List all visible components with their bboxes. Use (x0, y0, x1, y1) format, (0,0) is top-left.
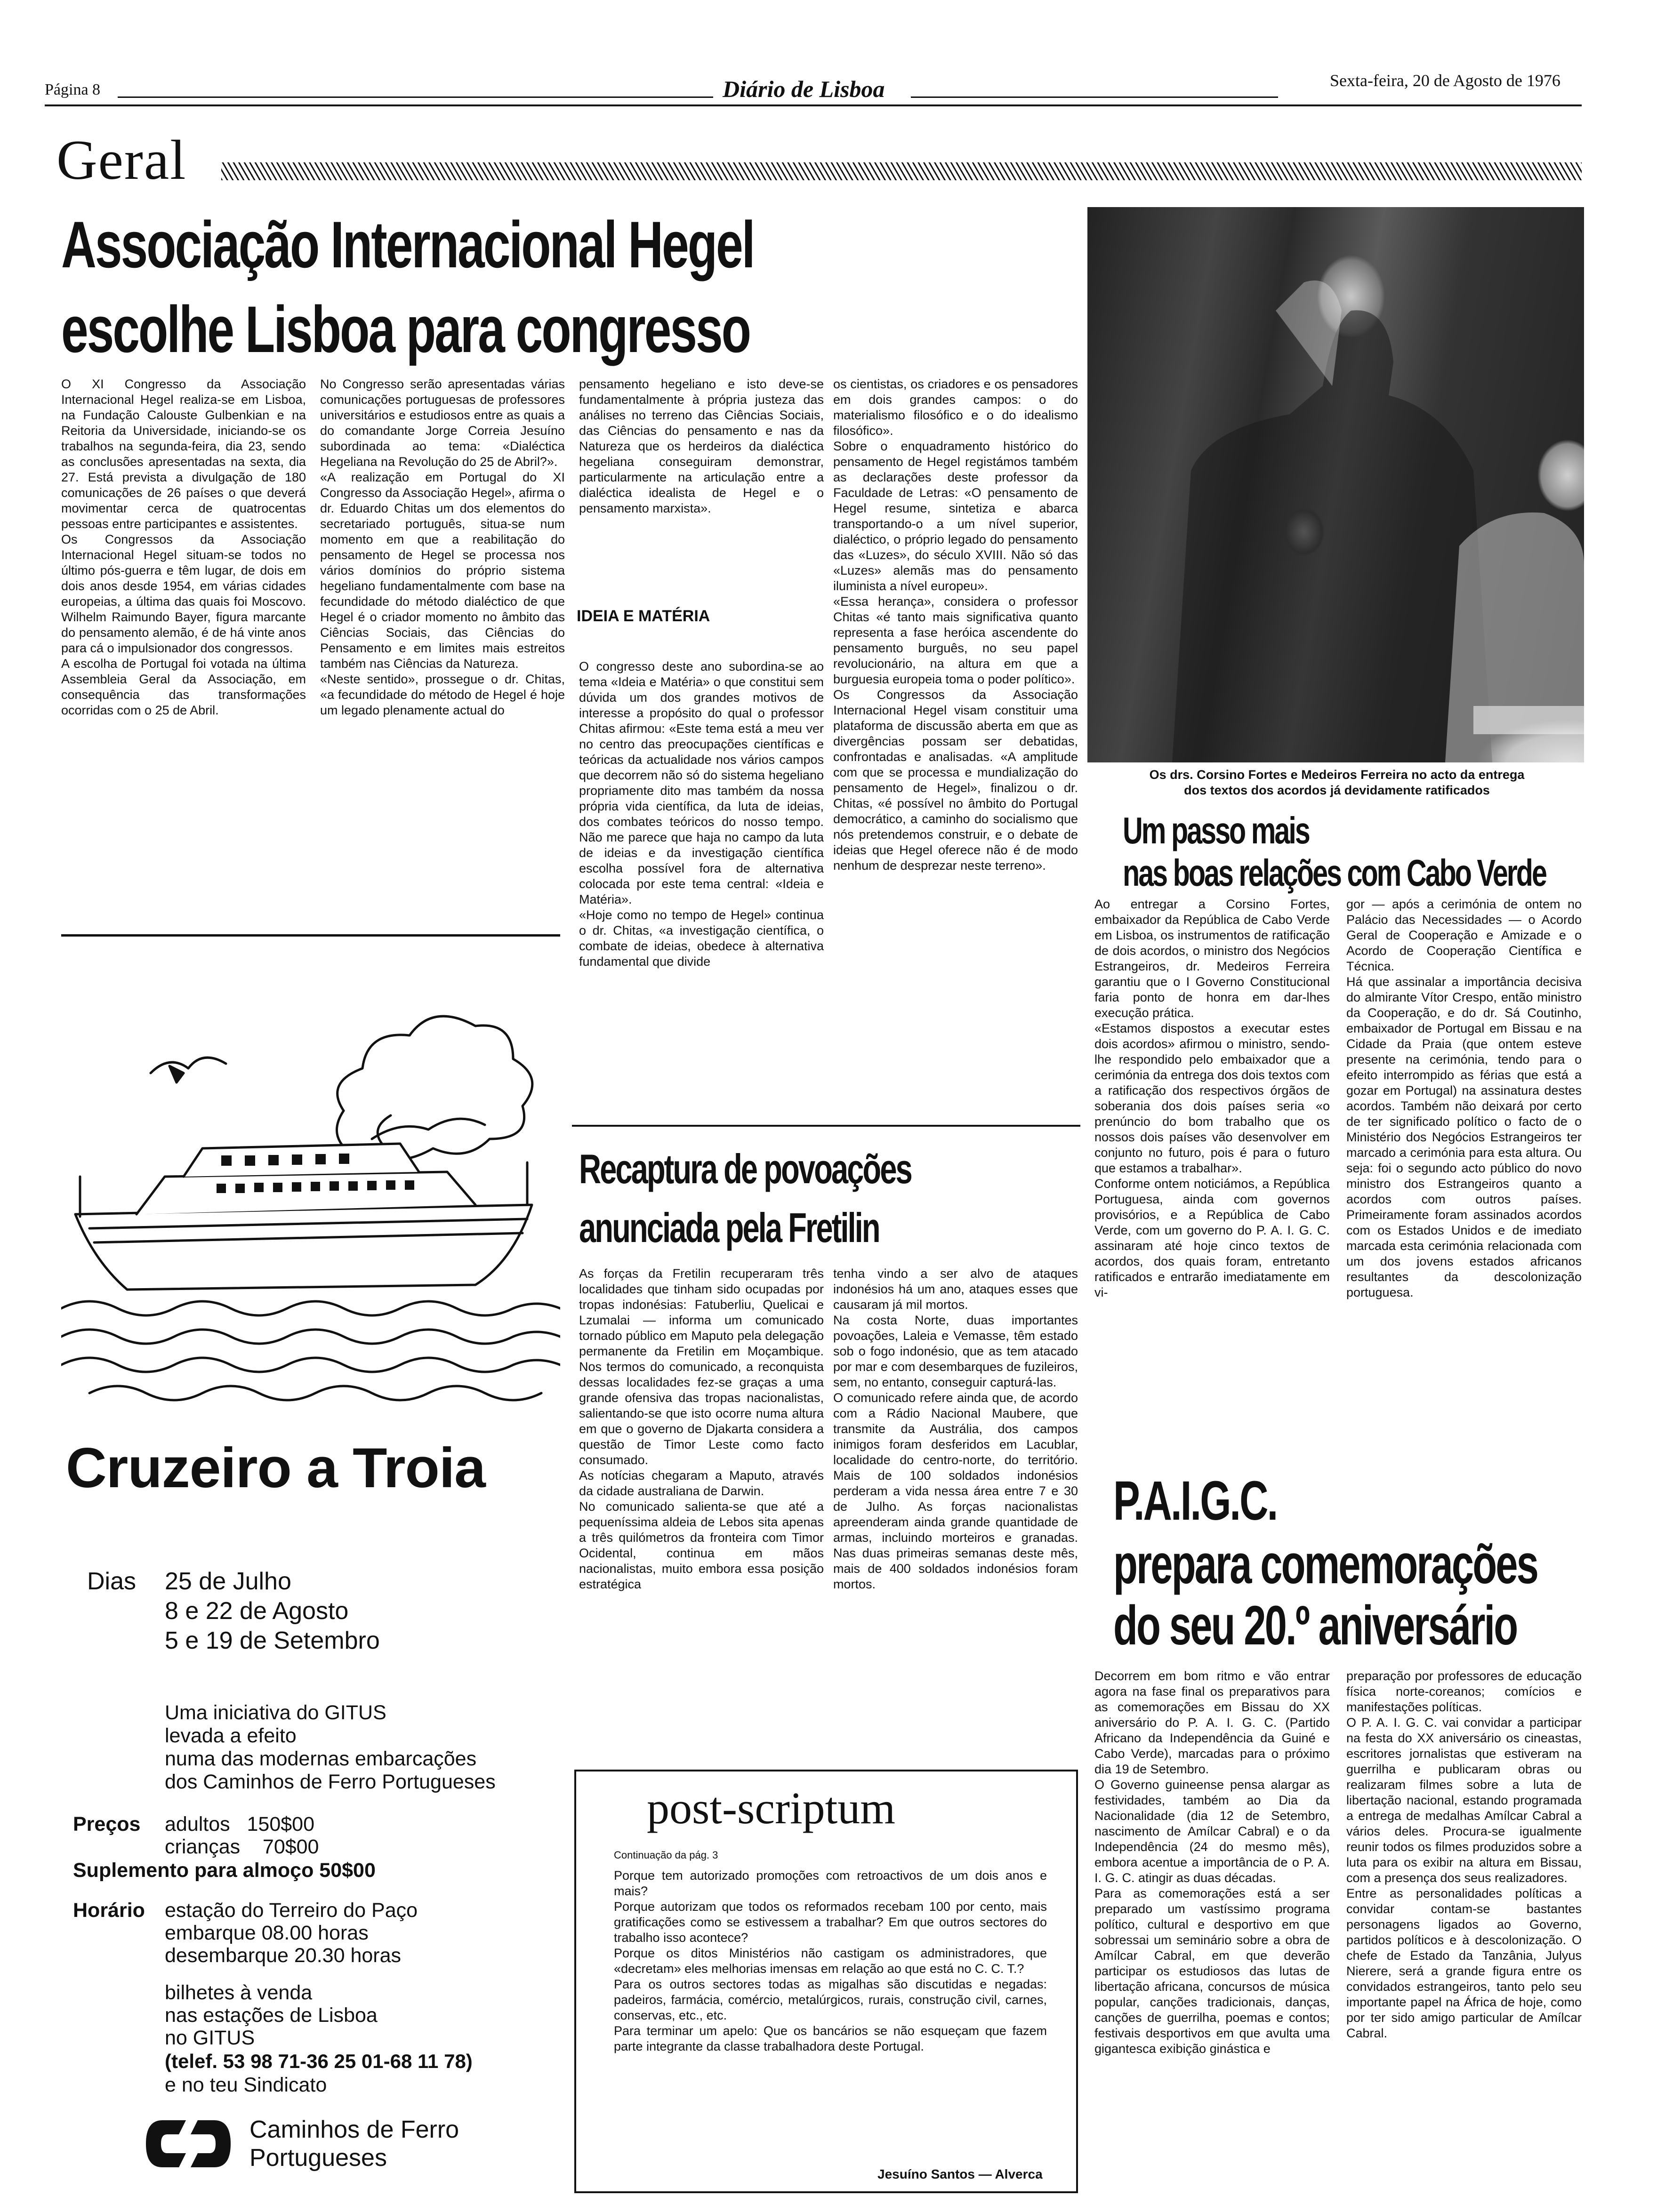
photo-caption-line2: dos textos dos acordos já devidamente ratificados (1184, 783, 1490, 797)
ad-horario-2: embarque 08.00 horas (165, 1922, 369, 1944)
ad-initiative-3: numa das modernas embarcações (165, 1747, 477, 1770)
ad-dias-label: Dias (87, 1568, 137, 1595)
ad-preco-adultos: adultos 150$00 (165, 1813, 314, 1835)
header-rule-right (911, 96, 1278, 98)
paigc-column-2: preparação por professores de educação física norte-coreanos; comícios e manifestações políticas. O P. A. I. G. C. vai convidar a participar na festa do XX aniversário os cineastas, escritores jornalistas que estiveram na guerrilha e publicaram obras ou realizaram filmes sobre a luta de libertação nacional, estando programada a entrega de medalhas Amílcar Cabral a vários deles. Procura-se igualmente reunir todos os filmes produzidos sobre a luta para os exibir na altura em Bissau, com a presença dos seus realizadores. Entre as personalidades políticas a convidar contam-se bastantes personagens ligados ao Governo, partidos políticos e à descolonização. O chefe de Estado da Tanzânia, Julyus Nierere, será a grande figura entre os convidados estrangeiros, tanto pelo seu importante papel na África de hoje, como por ter sido amigo particular de Amílcar Cabral. (1346, 1669, 1582, 2040)
ad-date-2: 8 e 22 de Agosto (165, 1597, 349, 1625)
caboverde-column-1: Ao entregar a Corsino Fortes, embaixador da República de Cabo Verde em Lisboa, os instrumentos de ratificação de dois acordos, o ministro dos Negócios Estrangeiros, dr. Medeiros Ferreira garantiu que o I Governo Constitucional faria ponto de honra em dar-lhes execução prática. «Estamos dispostos a executar estes dois acordos» afirmou o ministro, sendo-lhe respondido pelo embaixador que a cerimónia da entrega dos dois textos com a ratificação dos respectivos órgãos de soberania dos dois países seria «o prenúncio do bom trabalho que os nossos dois países vão desenvolver em conjunto no futuro, pois é para o futuro que estamos a trabalhar». Conforme ontem noticiámos, a República Portuguesa, ainda com governos provisórios, e a República de Cabo Verde, com um governo do P. A. I. G. C. assinaram até hoje cinco textos de acordos, dos quais foram, entretanto ratificados e entrarão imediatamente em vi- (1094, 897, 1330, 1299)
ad-tickets-2: nas estações de Lisboa (165, 2004, 378, 2027)
ad-initiative-2: levada a efeito (165, 1724, 297, 1747)
hegel-bottom-rule-right (572, 1125, 1080, 1127)
header-underline (45, 104, 1582, 106)
hegel-headline-line2: escolhe Lisboa para congresso (61, 292, 750, 366)
cp-logo-icon (141, 2113, 235, 2174)
caboverde-column-2: gor — após a cerimónia de ontem no Palácio das Necessidades — o Acordo Geral de Cooperação e Amizade e o Acordo de Cooperação Científica e Técnica. Há que assinalar a importância decisiva do almirante Vítor Crespo, então ministro da Cooperação, e do dr. Sá Coutinho, embaixador de Portugal em Bissau e na Cidade da Praia (que ontem esteve presente na cerimónia, tendo para o efeito interrompido as férias que está a gozar em Portugal) na assinatura destes acordos. Também não deixará por certo de ter significado político o facto de o Ministério dos Negócios Estrangeiros ter marcado a cerimónia para esta altura. Ou seja: foi o segundo acto público do novo ministro dos Estrangeiros quanto a acordos com outros países. Primeiramente foram assinados acordos com os Estados Unidos e de imediato marcada esta cerimónia relacionada com um dos jovens estados africanos resultantes da descolonização portuguesa. (1346, 897, 1582, 1299)
seagull-icon (151, 1058, 226, 1073)
caboverde-headline-line2: nas boas relações com Cabo Verde (1123, 852, 1546, 894)
postscriptum-signature: Jesuíno Santos — Alverca (877, 2167, 1043, 2181)
hegel-column-2: No Congresso serão apresentadas várias comunicações portuguesas de professores universitários e estudiosos entre as quais a do comandante Jorge Correia Jesuíno subordinada ao tema: «Dialéctica Hegeliana na Revolução do 25 de Abril?». «A realização em Portugal do XI Congresso da Associação Hegel», afirma o dr. Eduardo Chitas um dos elementos do secretariado português, situa-se num momento em que a reabilitação do pensamento de Hegel se processa nos vários domínios do próprio sistema hegeliano fundamentalmente com base na fecundidade do método dialéctico de que Hegel é o criador momento no âmbito das Ciências Sociais, das Ciências do Pensamento e em limites mais estreitos também nas Ciências da Natureza. «Neste sentido», prossegue o dr. Chitas, «a fecundidade do método de Hegel é hoje um legado plenamente actual do (320, 377, 565, 717)
hegel-column-4: os cientistas, os criadores e os pensadores em dois grandes campos: o do materialismo filosófico e o do idealismo filosófico». Sobre o enquadramento histórico do pensamento de Hegel registámos também as declarações deste professor da Faculdade de Letras: «O pensamento de Hegel resume, sintetiza e abarca transportando-o a um nível superior, dialéctico, o próprio legado do pensamento das «Luzes», do século XVIII. Não só das «Luzes» alemãs mas do pensamento iluminista a nível europeu». «Essa herança», considera o professor Chitas «é tanto mais significativa quanto representa a fase heróica ascendente do pensamento burguês, no seu papel revolucionário, na altura em que a burguesia europeia toma o poder político». Os Congressos da Associação Internacional Hegel visam constituir uma plataforma de discussão aberta em que as divergências possam ser debatidas, confrontadas e analisadas. «A amplitude com que se processa e mundialização do pensamento de Hegel», finalizou o dr. Chitas, «é possível no âmbito do Portugal democrático, a caminho do socialismo que nós pretendemos construir, e o debate de ideias que Hegel oferece não é de modo nenhum de desprezar neste terreno». (833, 377, 1078, 873)
ad-tickets-5: e no teu Sindicato (165, 2074, 327, 2096)
postscriptum-continuation: Continuação da pág. 3 (614, 1849, 718, 1861)
photo-caption-line1: Os drs. Corsino Fortes e Medeiros Ferreira no acto da entrega (1149, 768, 1525, 782)
cp-logo-text-2: Portugueses (249, 2144, 387, 2172)
ad-initiative-1: Uma iniciativa do GITUS (165, 1701, 386, 1724)
news-photo (1087, 207, 1584, 762)
paigc-headline-line3: do seu 20.º aniversário (1113, 1595, 1517, 1657)
section-title: Geral (56, 128, 187, 191)
ad-tickets-phone: (telef. 53 98 71-36 25 01-68 11 78) (165, 2050, 473, 2072)
ad-suplemento: Suplemento para almoço 50$00 (73, 1859, 376, 1882)
page-number: Página 8 (45, 81, 101, 98)
ad-precos-label: Preços (73, 1813, 141, 1835)
paigc-headline-line2: prepara comemorações (1113, 1533, 1538, 1595)
hegel-column-1: O XI Congresso da Associação Internacional Hegel realiza-se em Lisboa, na Fundação Calouste Gulbenkian e na Reitoria da Universidade, iniciando-se os trabalhos na segunda-feira, dia 23, sendo as conclusões apresentadas na sexta, dia 27. Está prevista a divulgação de 180 comunicações de 26 países o que deverá movimentar cerca de quatrocentas pessoas entre participantes e assistentes. Os Congressos da Associação Internacional Hegel situam-se todos no último pós-guerra e têm lugar, de dois em dois anos desde 1954, em várias cidades europeias, a última das quais foi Moscovo. Wilhelm Raimundo Bayer, figura marcante do pensamento alemão, é de há vinte anos para cá o impulsionador dos congressos. A escolha de Portugal foi votada na última Assembleia Geral da Associação, em consequência das transformações ocorridas com o 25 de Abril. (61, 377, 306, 717)
hegel-subhead: IDEIA E MATÉRIA (577, 607, 710, 625)
ad-tickets-1: bilhetes à venda (165, 1981, 313, 2004)
ad-initiative-4: dos Caminhos de Ferro Portugueses (165, 1771, 496, 1793)
section-hatch-bar (221, 162, 1582, 180)
photo-caption (1092, 767, 1582, 798)
postscriptum-title: post-scriptum (647, 1783, 895, 1833)
paigc-column-1: Decorrem em bom ritmo e vão entrar agora na fase final os preparativos para as comemorações em Bissau do XX aniversário do P. A. I. G. C. (Partido Africano da Independência da Guiné e Cabo Verde), marcadas para o próximo dia 19 de Setembro. O Governo guineense pensa alargar as festividades, também ao Dia da Nacionalidade (dia 12 de Setembro, nascimento de Amílcar Cabral) e o da Independência (24 do mesmo mês), embora acentue a importância de o P. A. I. G. C. atingir as duas décadas. Para as comemorações está a ser preparado um vastíssimo programa político, cultural e desportivo em que sobressai um seminário sobre a obra de Amílcar Cabral, em que deverão participar os estudiosos das lutas de libertação africana, concursos de música popular, canções tradicionais, danças, canções de guerrilha, poemas e contos; festivais desportivos em que avulta uma gigantesca exibição ginástica e (1094, 1669, 1330, 2056)
photo-silhouettes (1087, 207, 1584, 762)
ad-horario-1: estação do Terreiro do Paço (165, 1899, 418, 1922)
ad-preco-criancas: crianças 70$00 (165, 1835, 319, 1858)
fretilin-headline-line2: anunciada pela Fretilin (579, 1204, 879, 1251)
postscriptum-body: Porque tem autorizado promoções com retroactivos de um dois anos e mais? Porque autorizam que todos os reformados recebam 100 por cento, mais gratificações como se estivessem a trabalhar? Em que outros sectores do trabalho isso acontece? Porque os ditos Ministérios não castigam os administradores, que «decretam» eles melhorias imensas em relação ao que está no C. C. T.? Para os outros sectores todas as migalhas são discutidas e negadas: padeiros, farmácia, comércio, metalúrgicos, rurais, construção civil, carnes, conservas, etc., etc. Para terminar um apelo: Que os bancários se não esqueçam que fazem parte integrante da classe trabalhadora deste Portugal. (614, 1868, 1047, 2053)
header-rule-left (118, 96, 713, 98)
ad-title: Cruzeiro a Troia (66, 1436, 485, 1499)
hegel-column-3b: O congresso deste ano subordina-se ao tema «Ideia e Matéria» o que constitui sem dúvida um dos grandes motivos de interesse a propósito do qual o professor Chitas afirmou: «Este tema está a meu ver no centro das preocupações científicas e teóricas da actualidade nos vários campos que decorrem não só do sistema hegeliano propriamente dito mas também da nossa própria vida científica, da luta de ideias, dos combates teóricos do nosso tempo. Não me parece que haja no campo da luta de ideias e da investigação científica escolha possível fora de alternativa colocada por este tema central: «Ideia e Matéria». «Hoje como no tempo de Hegel» continua o dr. Chitas, «a investigação científica, o combate de ideias, obedece à alternativa fundamental que divide (579, 659, 824, 969)
hegel-bottom-rule (61, 934, 560, 937)
ad-horario-3: desembarque 20.30 horas (165, 1944, 402, 1967)
ad-horario-label: Horário (73, 1899, 145, 1922)
hegel-column-3a: pensamento hegeliano e isto deve-se fundamentalmente à própria justeza das análises no terreno das Ciências Sociais, das Ciências do pensamento e nas da Natureza que os herdeiros da dialéctica hegeliana conseguiram demonstrar, particularmente na articulação entre a dialéctica idealista de Hegel e o pensamento marxista». (579, 377, 824, 515)
paigc-headline-line1: P.A.I.G.C. (1113, 1470, 1277, 1532)
ad-tickets-3: no GITUS (165, 2027, 255, 2049)
ad-date-1: 25 de Julho (165, 1568, 291, 1595)
cp-logo-text-1: Caminhos de Ferro (249, 2116, 459, 2143)
fretilin-headline-line1: Recaptura de povoações (579, 1146, 911, 1192)
fretilin-column-2: tenha vindo a ser alvo de ataques indonésios há um ano, ataques esses que causaram já mil mortos. Na costa Norte, duas importantes povoações, Laleia e Vemasse, têm estado sob o fogo indonésio, que as tem atacado por mar e com desembarques de fuzileiros, sem, no entanto, conseguir capturá-las. O comunicado refere ainda que, de acordo com a Rádio Nacional Maubere, que transmite da Austrália, dos campos inimigos foram desferidos em Lacublar, localidade do centro-norte, do território. Mais de 100 soldados indonésios perderam a vida nessa área entre 7 e 30 de Julho. As forças nacionalistas apreenderam ainda grande quantidade de armas, incluindo morteiros e granadas. Nas duas primeiras semanas deste mês, mais de 400 soldados indonésios foram mortos. (833, 1266, 1078, 1591)
hegel-headline-line1: Associação Internacional Hegel (61, 208, 754, 281)
postscriptum-box (574, 1770, 1078, 2193)
date: Sexta-feira, 20 de Agosto de 1976 (1330, 71, 1560, 90)
masthead: Diário de Lisboa (723, 76, 885, 102)
caboverde-headline-line1: Um passo mais (1123, 809, 1309, 851)
fretilin-column-1: As forças da Fretilin recuperaram três localidades que tinham sido ocupadas por tropas indonésias: Fatuberliu, Quelicai e Lzumalai — informa um comunicado tornado público em Maputo pela delegação permanente da Fretilin em Moçambique. Nos termos do comunicado, a reconquista dessas localidades fez-se graças a uma grande ofensiva das tropas nacionalistas, salientando-se que isto ocorre numa altura em que o governo de Djakarta considera a questão de Timor Leste como facto consumado. As notícias chegaram a Maputo, através da cidade australiana de Darwin. No comunicado salienta-se que até a pequeníssima aldeia de Lebos sita apenas a três quilómetros da fronteira com Timor Ocidental, continua em mãos nacionalistas, muito embora essa posição estratégica (579, 1266, 824, 1591)
ad-date-3: 5 e 19 de Setembro (165, 1627, 380, 1654)
ship-illustration (61, 941, 560, 1426)
